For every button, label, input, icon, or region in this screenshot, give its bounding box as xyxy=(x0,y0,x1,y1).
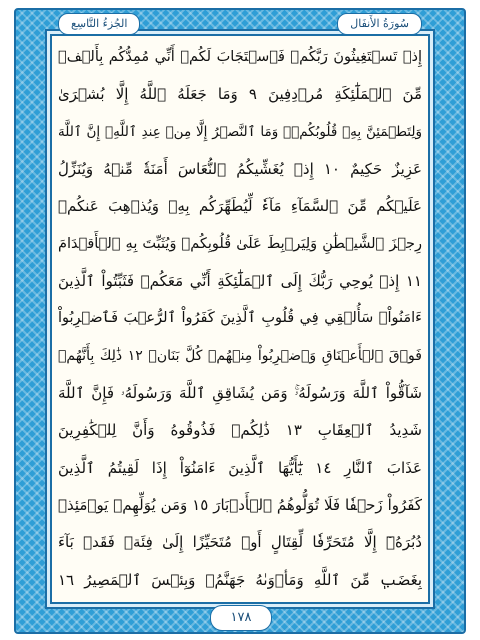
text-line: إِذۡ تَسۡتَغِيثُونَ رَبَّكُمۡ فَٱسۡتَجَابَ لَكُمۡ أَنِّي مُمِدُّكُم بِأَلۡفٖ xyxy=(58,49,422,65)
text-line: ١١ إِذۡ يُوحِي رَبُّكَ إِلَى ٱلۡمَلَٰٓئِكَةِ أَنِّي مَعَكُمۡ فَثَبِّتُواْ ٱلَّذِينَ xyxy=(58,271,422,290)
text-line: كَفَرُواْ زَحۡفٗا فَلَا تُوَلُّوهُمُ ٱلۡأَدۡبَارَ ١٥ وَمَن يُوَلِّهِمۡ يَوۡمَئِذٖ xyxy=(58,495,422,514)
text-line: دُبُرَهُۥٓ إِلَّا مُتَحَرِّفٗا لِّقِتَالٍ أَوۡ مُتَحَيِّزًا إِلَىٰ فِئَةٖ فَقَدۡ بَآءَ xyxy=(58,533,422,552)
juz-label: الجُزءُ التَّاسِع xyxy=(58,13,140,35)
text-line: شَآقُّواْ ٱللَّهَ وَرَسُولَهُۥۚ وَمَن يُشَاقِقِ ٱللَّهَ وَرَسُولَهُۥ فَإِنَّ ٱللَّهَ xyxy=(58,383,422,402)
page-number: ١٧٨ xyxy=(210,605,272,631)
text-lines xyxy=(58,38,422,598)
text-line: فَوۡقَ ٱلۡأَعۡنَاقِ وَٱضۡرِبُواْ مِنۡهُمۡ كُلَّ بَنَانٖ ١٢ ذَٰلِكَ بِأَنَّهُمۡ xyxy=(58,347,422,364)
text-line: وَلِتَطۡمَئِنَّ بِهِۦ قُلُوبُكُمۡۚ وَمَا ٱلنَّصۡرُ إِلَّا مِنۡ عِندِ ٱللَّهِۚ إِنَّ ٱللَّهَ xyxy=(58,123,422,140)
text-line: شَدِيدُ ٱلۡعِقَابِ ١٣ ذَٰلِكُمۡ فَذُوقُوهُ وَأَنَّ لِلۡكَٰفِرِينَ xyxy=(58,421,422,440)
text-line: مِّنَ ٱلۡمَلَٰٓئِكَةِ مُرۡدِفِينَ ٩ وَمَا جَعَلَهُ ٱللَّهُ إِلَّا بُشۡرَىٰ xyxy=(58,85,422,104)
text-line: بِغَضَبٖ مِّنَ ٱللَّهِ وَمَأۡوَىٰهُ جَهَنَّمُۖ وَبِئۡسَ ٱلۡمَصِيرُ ١٦ xyxy=(58,570,422,589)
surah-label: سُورَةُ الأَنفَال xyxy=(337,13,422,35)
text-line: عَلَيۡكُم مِّنَ ٱلسَّمَآءِ مَآءٗ لِّيُطَهِّرَكُم بِهِۦ وَيُذۡهِبَ عَنكُمۡ xyxy=(58,197,422,216)
text-line: رِجۡزَ ٱلشَّيۡطَٰنِ وَلِيَرۡبِطَ عَلَىٰ قُلُوبِكُمۡ وَيُثَبِّتَ بِهِ ٱلۡأَقۡدَامَ xyxy=(58,235,422,252)
text-line: عَذَابَ ٱلنَّارِ ١٤ يَٰٓأَيُّهَا ٱلَّذِينَ ءَامَنُوٓاْ إِذَا لَقِيتُمُ ٱلَّذِينَ xyxy=(58,458,422,477)
text-line: ءَامَنُواْۚ سَأُلۡقِي فِي قُلُوبِ ٱلَّذِينَ كَفَرُواْ ٱلرُّعۡبَ فَٱضۡرِبُواْ xyxy=(58,310,422,327)
text-line: عَزِيزٌ حَكِيمٌ ١٠ إِذۡ يُغَشِّيكُمُ ٱلنُّعَاسَ أَمَنَةٗ مِّنۡهُ وَيُنَزِّلُ xyxy=(58,159,422,178)
